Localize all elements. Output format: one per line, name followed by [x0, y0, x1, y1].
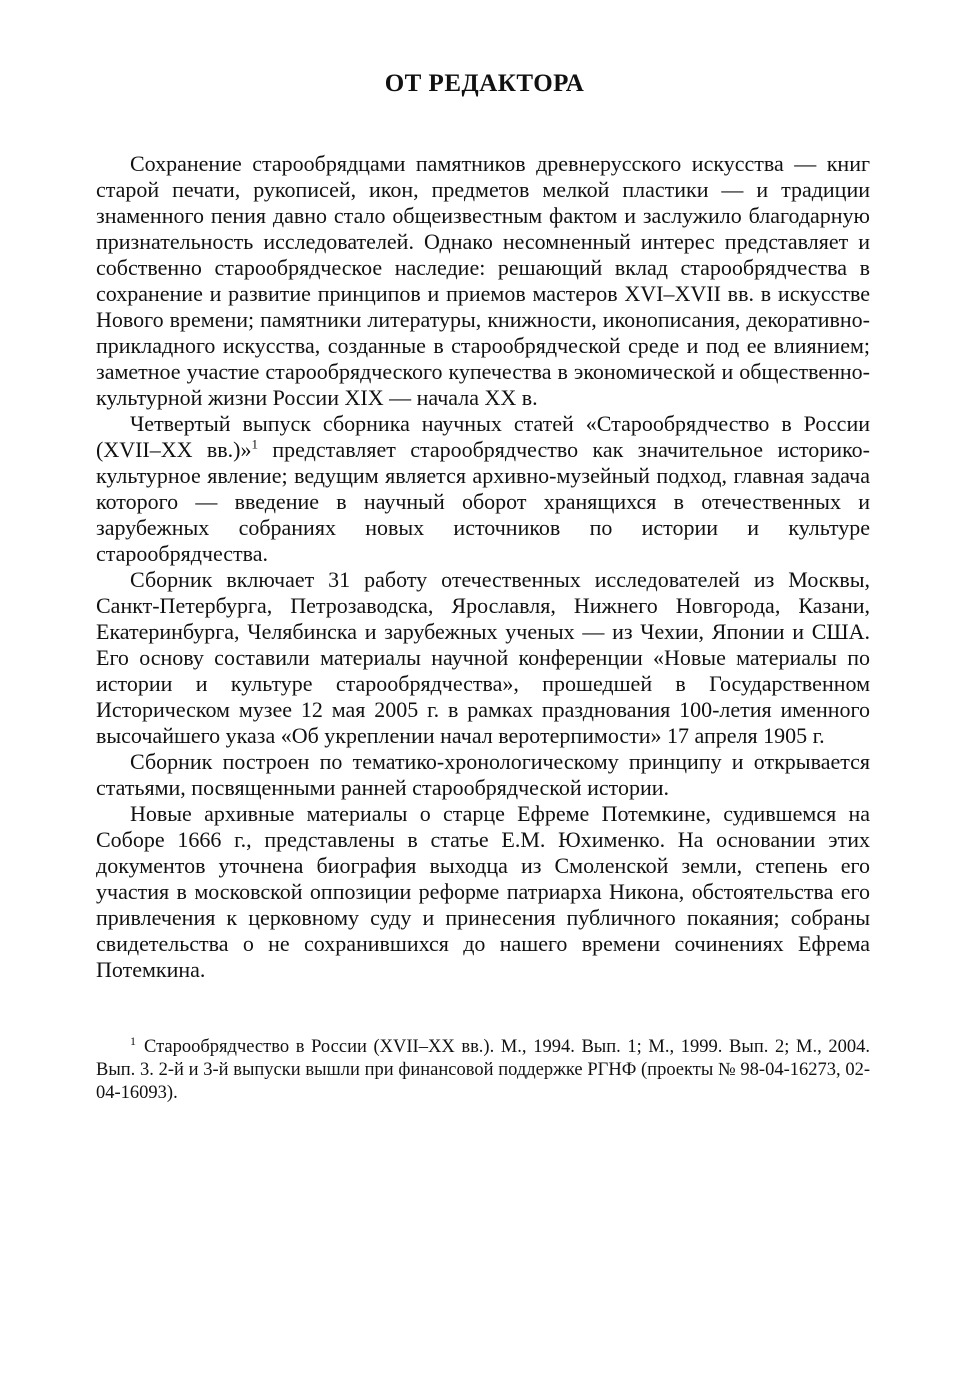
main-text: [96, 151, 870, 983]
footnote-text: Старообрядчество в России (XVII–XX вв.). М., 1994. Вып. 1; М., 1999. Вып. 2; М., 2004. Вып. 3. 2-й и 3-й выпуски вышли при финансовой поддержке РГНФ (проекты № 98-04-16273, 02-04-16093).: [96, 1037, 870, 1103]
page-title: ОТ РЕДАКТОРА: [384, 70, 585, 97]
footnote-reference[interactable]: 1: [251, 436, 259, 452]
footnote-mark: 1: [130, 1033, 136, 1048]
paragraph-5: Новые архивные материалы о старце Ефреме Потемкине, судившемся на Соборе 1666 г., представлены в статье Е.М. Юхименко. На основании этих документов уточнена биография выходца из Смоленской земли, степень его участия в московской оппозиции реформе патриарха Никона, обстоятельства его привлечения к церковному суду и принесения публичного покаяния; собраны свидетельства о не сохранившихся до нашего времени сочинениях Ефрема Потемкина.: [96, 801, 870, 982]
paragraph-2-end: представляет старообрядчество как значительное историко-культурное явление; ведущим является архивно-музейный подход, главная задача которого — введение в научный оборот хранящихся в отечественных и зарубежных собраниях новых источников по истории и культуре старообрядчества.: [96, 437, 870, 566]
paragraph-3: Сборник включает 31 работу отечественных исследователей из Москвы, Санкт-Петербурга, Петрозаводска, Ярославля, Нижнего Новгорода, Казани, Екатеринбурга, Челябинска и зарубежных ученых — из Чехии, Японии и США. Его основу составили материалы научной конференции «Новые материалы по истории и культуре старообрядчества», прошедшей в Государственном Историческом музее 12 мая 2005 г. в рамках празднования 100-летия именного высочайшего указа «Об укреплении начал веротерпимости» 17 апреля 1905 г.: [96, 567, 870, 748]
paragraph-2: [96, 411, 870, 567]
paragraph-2-start: Четвертый выпуск сборника научных статей «Старообрядчество в России (XVII–XX вв.)»: [96, 411, 870, 462]
paragraph-1: Сохранение старообрядцами памятников древнерусского искусства — книг старой печати, рукописей, икон, предметов мелкой пластики — и традиции знаменного пения давно стало общеизвестным фактом и заслужило благодарную признательность исследователей. Однако несомненный интерес представляет и собственно старообрядческое наследие: решающий вклад старообрядчества в сохранение и развитие принципов и приемов мастеров XVI–XVII вв. в искусстве Нового времени; памятники литературы, книжности, иконописания, декоративно-прикладного искусства, созданные в старообрядческой среде и под ее влиянием; заметное участие старообрядческого купечества в экономической и общественно-культурной жизни России XIX — начала XX в.: [96, 151, 870, 410]
footnote: [96, 1033, 870, 1105]
paragraph-4: Сборник построен по тематико-хронологическому принципу и открывается статьями, посвященными ранней старообрядческой истории.: [96, 749, 870, 800]
